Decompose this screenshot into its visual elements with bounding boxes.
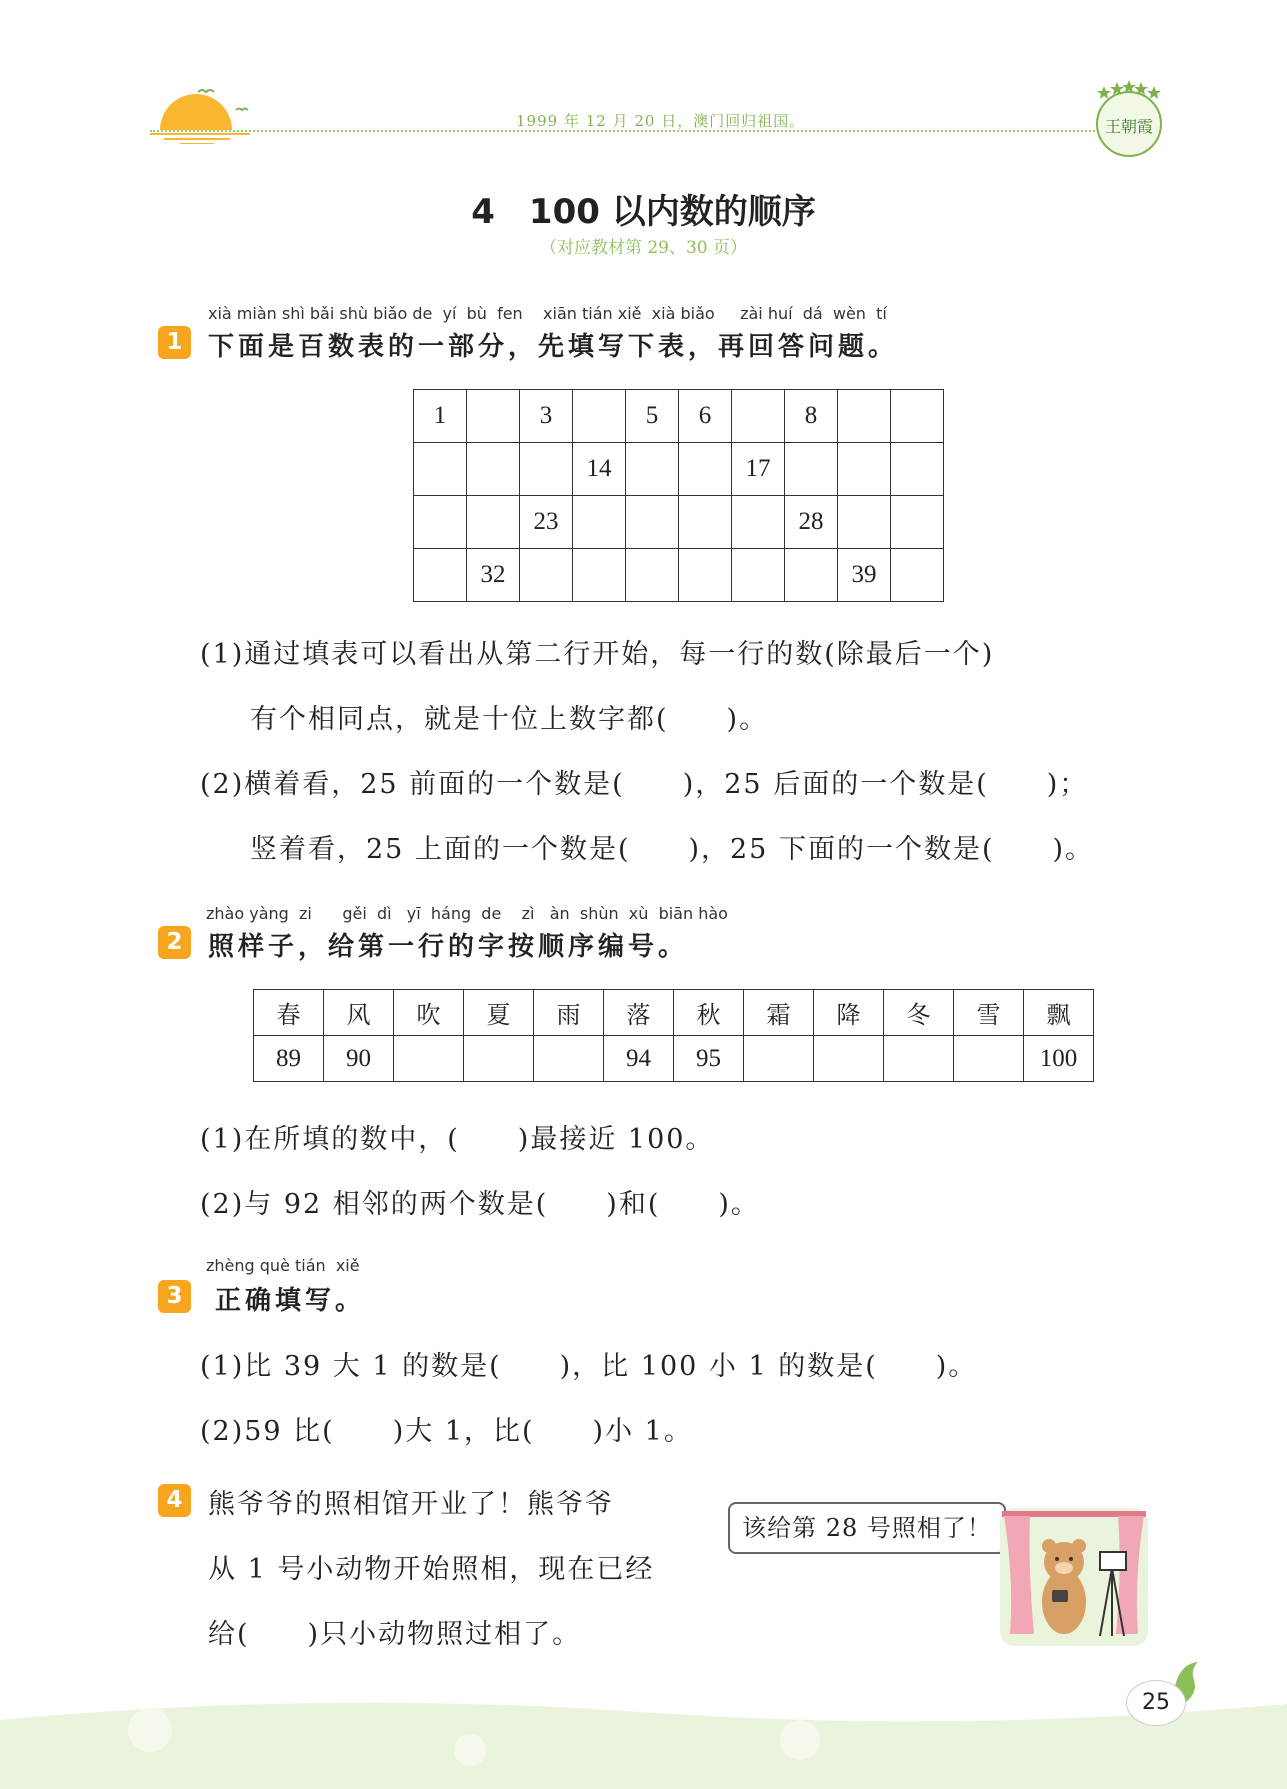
number-cell[interactable]: 100 <box>1024 1036 1094 1082</box>
q1-sub2-line2: 竖着看，25 上面的一个数是( )，25 下面的一个数是( )。 <box>250 834 1095 865</box>
hundred-chart-cell[interactable]: 5 <box>626 390 679 443</box>
q3-pinyin: zhèng què tián xiě <box>206 1256 360 1275</box>
table-row <box>414 549 944 602</box>
character-cell: 春 <box>254 990 324 1036</box>
table-row <box>414 443 944 496</box>
q1-prompt: 下面是百数表的一部分，先填写下表，再回答问题。 <box>208 332 899 362</box>
page-subtitle: （对应教材第 29、30 页） <box>539 238 748 258</box>
q2-sub1: (1)在所填的数中，( )最接近 100。 <box>200 1124 715 1155</box>
character-cell: 风 <box>324 990 394 1036</box>
number-cell[interactable] <box>534 1036 604 1082</box>
hundred-chart-cell[interactable] <box>626 549 679 602</box>
hundred-chart-table <box>413 389 944 602</box>
hundred-chart-cell[interactable]: 32 <box>467 549 520 602</box>
hundred-chart-cell[interactable] <box>573 549 626 602</box>
hundred-chart-cell[interactable]: 39 <box>838 549 891 602</box>
character-cell: 秋 <box>674 990 744 1036</box>
brand-logo <box>1090 80 1168 168</box>
hundred-chart-cell[interactable]: 1 <box>414 390 467 443</box>
hundred-chart-cell[interactable] <box>679 549 732 602</box>
hundred-chart-cell[interactable] <box>838 390 891 443</box>
hundred-chart-cell[interactable]: 17 <box>732 443 785 496</box>
hundred-chart-cell[interactable] <box>679 496 732 549</box>
hundred-chart-cell[interactable] <box>785 549 838 602</box>
character-cell: 吹 <box>394 990 464 1036</box>
number-cell[interactable] <box>954 1036 1024 1082</box>
q3-sub2: (2)59 比( )大 1，比( )小 1。 <box>200 1416 693 1447</box>
hundred-chart-cell[interactable] <box>626 443 679 496</box>
q1-sub1-line2: 有个相同点，就是十位上数字都( )。 <box>250 704 769 735</box>
q4-line2: 从 1 号小动物开始照相，现在已经 <box>208 1554 655 1585</box>
table-row <box>414 496 944 549</box>
hundred-chart-cell[interactable] <box>414 443 467 496</box>
number-cell[interactable] <box>884 1036 954 1082</box>
character-cell: 雨 <box>534 990 604 1036</box>
sunset-icon <box>150 84 270 144</box>
hundred-chart-cell[interactable] <box>520 443 573 496</box>
hundred-chart-cell[interactable]: 28 <box>785 496 838 549</box>
footer-wave <box>0 1690 1287 1789</box>
logo-text: 王朝霞 <box>1104 117 1154 136</box>
hundred-chart-cell[interactable] <box>414 496 467 549</box>
number-cell[interactable]: 94 <box>604 1036 674 1082</box>
q1-pinyin: xià miàn shì bǎi shù biǎo de yí bù fen xiān tián xiě xià biǎo zài huí dá wèn tí <box>208 304 887 323</box>
hundred-chart-cell[interactable]: 8 <box>785 390 838 443</box>
hundred-chart-cell[interactable] <box>838 496 891 549</box>
q3-sub1: (1)比 39 大 1 的数是( )，比 100 小 1 的数是( )。 <box>200 1351 978 1382</box>
number-cell[interactable] <box>394 1036 464 1082</box>
hundred-chart-cell[interactable] <box>467 390 520 443</box>
character-cell: 飘 <box>1024 990 1094 1036</box>
hundred-chart-cell[interactable] <box>732 390 785 443</box>
number-cell[interactable]: 95 <box>674 1036 744 1082</box>
page-title: 4 100 以内数的顺序 <box>471 192 816 232</box>
hundred-chart-cell[interactable] <box>520 549 573 602</box>
header-note: 1999 年 12 月 20 日，澳门回归祖国。 <box>516 112 806 130</box>
sequence-table <box>253 989 1094 1082</box>
q1-number-badge: 1 <box>158 326 191 359</box>
number-row <box>254 1036 1094 1082</box>
q3-prompt: 正确填写。 <box>215 1286 366 1316</box>
number-cell[interactable] <box>744 1036 814 1082</box>
hundred-chart-cell[interactable] <box>467 443 520 496</box>
number-cell[interactable]: 90 <box>324 1036 394 1082</box>
hundred-chart-cell[interactable] <box>891 496 944 549</box>
hundred-chart-cell[interactable] <box>732 549 785 602</box>
hundred-chart-cell[interactable] <box>573 496 626 549</box>
q3-number-badge: 3 <box>158 1280 191 1313</box>
hundred-chart-cell[interactable] <box>891 549 944 602</box>
q1-sub2-line1: (2)横着看，25 前面的一个数是( )，25 后面的一个数是( )； <box>200 769 1089 800</box>
character-row <box>254 990 1094 1036</box>
number-cell[interactable]: 89 <box>254 1036 324 1082</box>
character-cell: 霜 <box>744 990 814 1036</box>
q2-sub2: (2)与 92 相邻的两个数是( )和( )。 <box>200 1189 760 1220</box>
q4-line1: 熊爷爷的照相馆开业了！熊爷爷 <box>208 1489 614 1520</box>
character-cell: 雪 <box>954 990 1024 1036</box>
hundred-chart-cell[interactable]: 3 <box>520 390 573 443</box>
q2-prompt: 照样子，给第一行的字按顺序编号。 <box>208 932 689 962</box>
character-cell: 冬 <box>884 990 954 1036</box>
bear-photographer-illustration <box>1000 1508 1148 1646</box>
hundred-chart-cell[interactable] <box>626 496 679 549</box>
hundred-chart-cell[interactable] <box>414 549 467 602</box>
q4-line3: 给( )只小动物照过相了。 <box>208 1619 582 1650</box>
hundred-chart-cell[interactable] <box>785 443 838 496</box>
number-cell[interactable] <box>464 1036 534 1082</box>
speech-bubble: 该给第 28 号照相了！ <box>728 1502 1006 1554</box>
hundred-chart-cell[interactable] <box>891 390 944 443</box>
character-cell: 夏 <box>464 990 534 1036</box>
hundred-chart-cell[interactable] <box>467 496 520 549</box>
hundred-chart-cell[interactable] <box>573 390 626 443</box>
hundred-chart-cell[interactable] <box>732 496 785 549</box>
hundred-chart-cell[interactable] <box>679 443 732 496</box>
table-row <box>414 390 944 443</box>
hundred-chart-cell[interactable]: 23 <box>520 496 573 549</box>
character-cell: 降 <box>814 990 884 1036</box>
q2-number-badge: 2 <box>158 926 191 959</box>
q4-number-badge: 4 <box>158 1484 191 1517</box>
q1-sub1-line1: (1)通过填表可以看出从第二行开始，每一行的数(除最后一个) <box>200 639 995 670</box>
hundred-chart-cell[interactable]: 14 <box>573 443 626 496</box>
character-cell: 落 <box>604 990 674 1036</box>
number-cell[interactable] <box>814 1036 884 1082</box>
hundred-chart-cell[interactable] <box>838 443 891 496</box>
q2-pinyin: zhào yàng zi gěi dì yī háng de zì àn shùn xù biān hào <box>206 904 728 923</box>
hundred-chart-cell[interactable] <box>891 443 944 496</box>
page-number: 25 <box>1126 1680 1186 1726</box>
hundred-chart-cell[interactable]: 6 <box>679 390 732 443</box>
